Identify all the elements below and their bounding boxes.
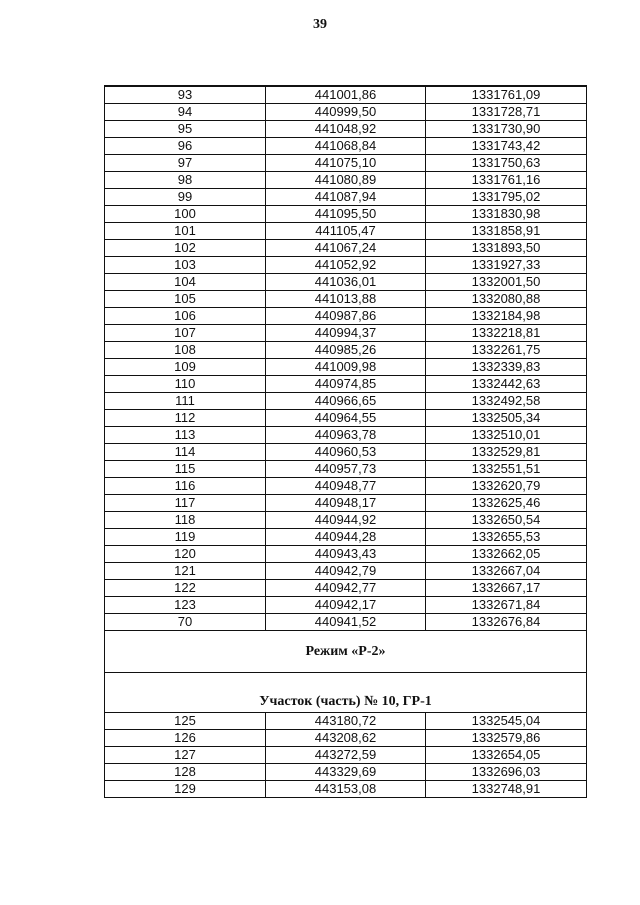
table-row (105, 444, 587, 461)
point-number-cell: 114 (105, 444, 266, 461)
point-number-cell: 109 (105, 359, 266, 376)
point-number-cell: 115 (105, 461, 266, 478)
point-number-cell: 70 (105, 614, 266, 631)
x-coordinate-cell: 440941,52 (266, 614, 426, 631)
point-number-cell: 107 (105, 325, 266, 342)
x-coordinate-cell: 440948,77 (266, 478, 426, 495)
page-number: 39 (313, 17, 327, 32)
point-number-cell: 98 (105, 172, 266, 189)
point-number-cell: 120 (105, 546, 266, 563)
table-row (105, 410, 587, 427)
y-coordinate-cell: 1332505,34 (426, 410, 587, 427)
table-row (105, 580, 587, 597)
point-number-cell: 125 (105, 713, 266, 730)
y-coordinate-cell: 1332510,01 (426, 427, 587, 444)
y-coordinate-cell: 1332218,81 (426, 325, 587, 342)
table-row (105, 546, 587, 563)
y-coordinate-cell: 1331761,09 (426, 86, 587, 104)
x-coordinate-cell: 443272,59 (266, 747, 426, 764)
point-number-cell: 104 (105, 274, 266, 291)
x-coordinate-cell: 440963,78 (266, 427, 426, 444)
table-row (105, 291, 587, 308)
x-coordinate-cell: 443180,72 (266, 713, 426, 730)
y-coordinate-cell: 1332662,05 (426, 546, 587, 563)
table-row (105, 172, 587, 189)
y-coordinate-cell: 1332671,84 (426, 597, 587, 614)
y-coordinate-cell: 1332080,88 (426, 291, 587, 308)
y-coordinate-cell: 1332655,53 (426, 529, 587, 546)
y-coordinate-cell: 1332696,03 (426, 764, 587, 781)
point-number-cell: 93 (105, 86, 266, 104)
x-coordinate-cell: 441048,92 (266, 121, 426, 138)
x-coordinate-cell: 441105,47 (266, 223, 426, 240)
y-coordinate-cell: 1332654,05 (426, 747, 587, 764)
point-number-cell: 95 (105, 121, 266, 138)
table-row (105, 563, 587, 580)
table-row (105, 730, 587, 747)
x-coordinate-cell: 441067,24 (266, 240, 426, 257)
table-row (105, 342, 587, 359)
table-row (105, 86, 587, 104)
point-number-cell: 122 (105, 580, 266, 597)
y-coordinate-cell: 1332184,98 (426, 308, 587, 325)
table-row (105, 121, 587, 138)
point-number-cell: 127 (105, 747, 266, 764)
x-coordinate-cell: 441087,94 (266, 189, 426, 206)
point-number-cell: 96 (105, 138, 266, 155)
y-coordinate-cell: 1331795,02 (426, 189, 587, 206)
table-row (105, 713, 587, 730)
x-coordinate-cell: 440985,26 (266, 342, 426, 359)
y-coordinate-cell: 1332551,51 (426, 461, 587, 478)
x-coordinate-cell: 440942,17 (266, 597, 426, 614)
table-row (105, 781, 587, 798)
table-row (105, 376, 587, 393)
y-coordinate-cell: 1332492,58 (426, 393, 587, 410)
x-coordinate-cell: 440942,79 (266, 563, 426, 580)
coordinates-table (104, 85, 587, 798)
x-coordinate-cell: 440944,28 (266, 529, 426, 546)
table-row (105, 529, 587, 546)
x-coordinate-cell: 441009,98 (266, 359, 426, 376)
y-coordinate-cell: 1332442,63 (426, 376, 587, 393)
point-number-cell: 106 (105, 308, 266, 325)
y-coordinate-cell: 1332001,50 (426, 274, 587, 291)
table-row (105, 747, 587, 764)
table-row (105, 257, 587, 274)
table-row (105, 223, 587, 240)
coordinates-table-body (105, 86, 587, 798)
x-coordinate-cell: 441068,84 (266, 138, 426, 155)
y-coordinate-cell: 1332650,54 (426, 512, 587, 529)
point-number-cell: 112 (105, 410, 266, 427)
y-coordinate-cell: 1331927,33 (426, 257, 587, 274)
x-coordinate-cell: 441080,89 (266, 172, 426, 189)
x-coordinate-cell: 440999,50 (266, 104, 426, 121)
x-coordinate-cell: 440948,17 (266, 495, 426, 512)
x-coordinate-cell: 441052,92 (266, 257, 426, 274)
x-coordinate-cell: 440957,73 (266, 461, 426, 478)
point-number-cell: 103 (105, 257, 266, 274)
x-coordinate-cell: 440960,53 (266, 444, 426, 461)
table-row (105, 155, 587, 172)
y-coordinate-cell: 1332667,04 (426, 563, 587, 580)
table-row (105, 325, 587, 342)
y-coordinate-cell: 1331830,98 (426, 206, 587, 223)
point-number-cell: 121 (105, 563, 266, 580)
x-coordinate-cell: 440944,92 (266, 512, 426, 529)
y-coordinate-cell: 1331730,90 (426, 121, 587, 138)
y-coordinate-cell: 1331858,91 (426, 223, 587, 240)
table-row (105, 274, 587, 291)
y-coordinate-cell: 1332748,91 (426, 781, 587, 798)
table-row (105, 359, 587, 376)
point-number-cell: 113 (105, 427, 266, 444)
section-row (105, 631, 587, 673)
point-number-cell: 102 (105, 240, 266, 257)
point-number-cell: 126 (105, 730, 266, 747)
table-row (105, 189, 587, 206)
x-coordinate-cell: 443208,62 (266, 730, 426, 747)
x-coordinate-cell: 440966,65 (266, 393, 426, 410)
point-number-cell: 97 (105, 155, 266, 172)
y-coordinate-cell: 1331761,16 (426, 172, 587, 189)
section-title: Режим «Р-2» (105, 631, 587, 673)
x-coordinate-cell: 440974,85 (266, 376, 426, 393)
y-coordinate-cell: 1332529,81 (426, 444, 587, 461)
table-row (105, 308, 587, 325)
point-number-cell: 117 (105, 495, 266, 512)
table-row (105, 138, 587, 155)
y-coordinate-cell: 1332579,86 (426, 730, 587, 747)
x-coordinate-cell: 443329,69 (266, 764, 426, 781)
x-coordinate-cell: 440942,77 (266, 580, 426, 597)
point-number-cell: 116 (105, 478, 266, 495)
table-row (105, 495, 587, 512)
table-row (105, 427, 587, 444)
table-row (105, 512, 587, 529)
y-coordinate-cell: 1331750,63 (426, 155, 587, 172)
table-row (105, 764, 587, 781)
point-number-cell: 101 (105, 223, 266, 240)
x-coordinate-cell: 441095,50 (266, 206, 426, 223)
table-row (105, 597, 587, 614)
y-coordinate-cell: 1332545,04 (426, 713, 587, 730)
subsection-title: Участок (часть) № 10, ГР-1 (105, 673, 587, 713)
subsection-row (105, 673, 587, 713)
point-number-cell: 100 (105, 206, 266, 223)
x-coordinate-cell: 440964,55 (266, 410, 426, 427)
x-coordinate-cell: 441013,88 (266, 291, 426, 308)
x-coordinate-cell: 441075,10 (266, 155, 426, 172)
point-number-cell: 119 (105, 529, 266, 546)
x-coordinate-cell: 441036,01 (266, 274, 426, 291)
point-number-cell: 111 (105, 393, 266, 410)
table-row (105, 614, 587, 631)
point-number-cell: 128 (105, 764, 266, 781)
y-coordinate-cell: 1332261,75 (426, 342, 587, 359)
point-number-cell: 105 (105, 291, 266, 308)
table-row (105, 393, 587, 410)
point-number-cell: 129 (105, 781, 266, 798)
point-number-cell: 94 (105, 104, 266, 121)
table-row (105, 206, 587, 223)
y-coordinate-cell: 1332620,79 (426, 478, 587, 495)
y-coordinate-cell: 1332667,17 (426, 580, 587, 597)
point-number-cell: 108 (105, 342, 266, 359)
y-coordinate-cell: 1332625,46 (426, 495, 587, 512)
table-row (105, 104, 587, 121)
x-coordinate-cell: 440994,37 (266, 325, 426, 342)
y-coordinate-cell: 1332676,84 (426, 614, 587, 631)
table-row (105, 478, 587, 495)
point-number-cell: 123 (105, 597, 266, 614)
x-coordinate-cell: 443153,08 (266, 781, 426, 798)
point-number-cell: 110 (105, 376, 266, 393)
point-number-cell: 99 (105, 189, 266, 206)
y-coordinate-cell: 1331893,50 (426, 240, 587, 257)
x-coordinate-cell: 440943,43 (266, 546, 426, 563)
y-coordinate-cell: 1331728,71 (426, 104, 587, 121)
x-coordinate-cell: 441001,86 (266, 86, 426, 104)
y-coordinate-cell: 1332339,83 (426, 359, 587, 376)
point-number-cell: 118 (105, 512, 266, 529)
table-row (105, 240, 587, 257)
table-row (105, 461, 587, 478)
y-coordinate-cell: 1331743,42 (426, 138, 587, 155)
x-coordinate-cell: 440987,86 (266, 308, 426, 325)
